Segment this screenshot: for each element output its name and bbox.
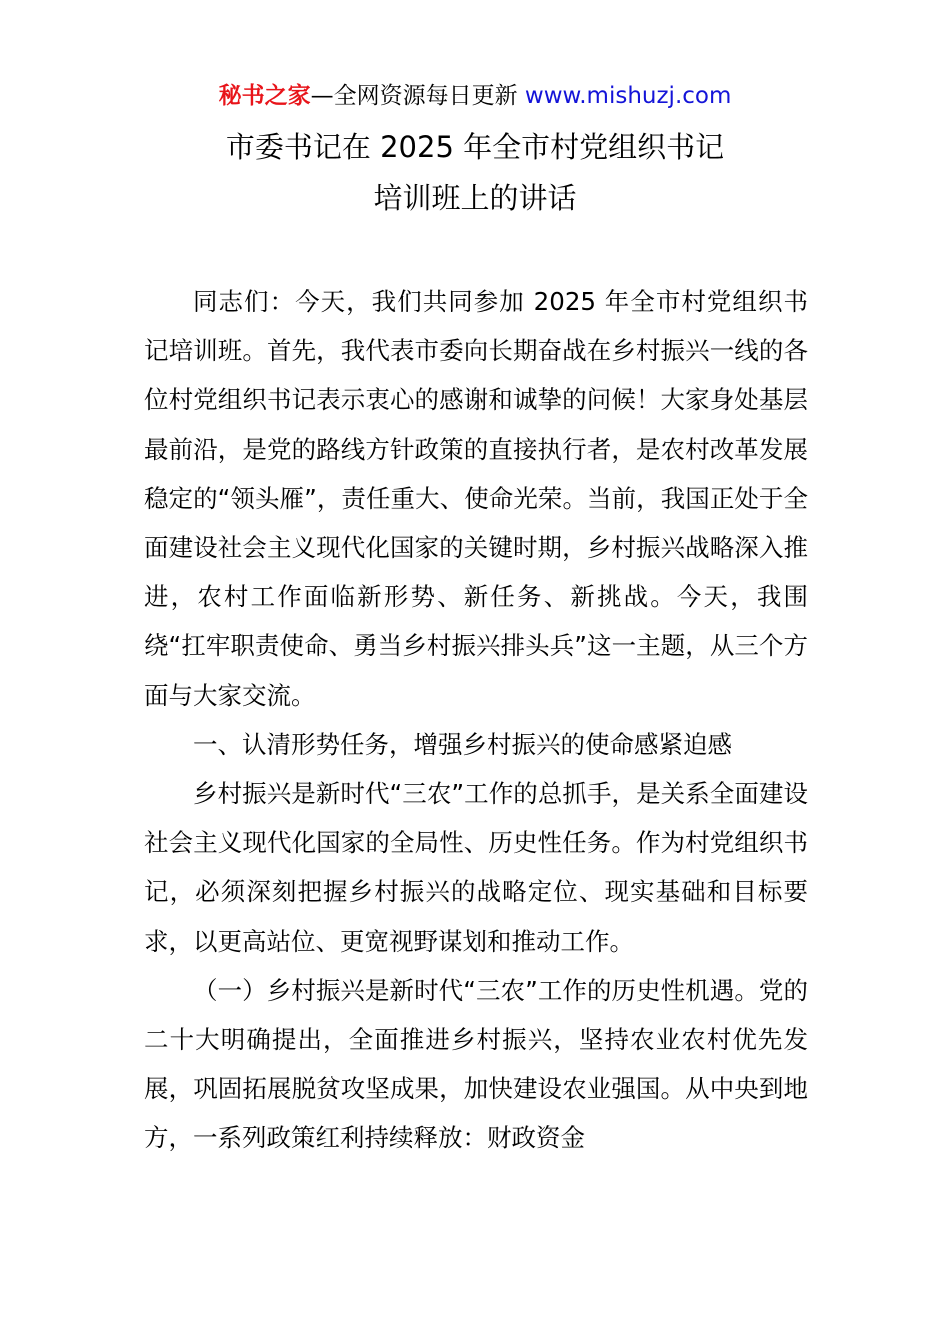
watermark-banner <box>0 80 950 112</box>
document-body <box>144 277 808 1163</box>
banner-tagline: —全网资源每日更新 <box>310 83 518 109</box>
document-title-line-2: 培训班上的讲话 <box>373 181 577 215</box>
paragraph-subsection-1: （一）乡村振兴是新时代“三农”工作的历史性机遇。党的二十大明确提出，全面推进乡村振兴，坚持农业农村优先发展，巩固拓展脱贫攻坚成果，加快建设农业强国。从中央到地方，一系列政策红利持续释放：财政资金 <box>144 975 808 1153</box>
document-title-line-1: 市委书记在 2025 年全市村党组织书记 <box>225 130 725 164</box>
banner-brand: 秘书之家 <box>218 83 311 109</box>
section-heading-1: 一、认清形势任务，增强乡村振兴的使命感紧迫感 <box>193 729 732 759</box>
paragraph-section-1-intro: 乡村振兴是新时代“三农”工作的总抓手，是关系全面建设社会主义现代化国家的全局性、历史性任务。作为村党组织书记，必须深刻把握乡村振兴的战略定位、现实基础和目标要求，以更高站位、更宽视野谋划和推动工作。 <box>144 779 808 956</box>
banner-site-link[interactable]: www.mishuzj.com <box>524 83 732 109</box>
paragraph-opening: 同志们：今天，我们共同参加 2025 年全市村党组织书记培训班。首先，我代表市委向长期奋战在乡村振兴一线的各位村党组织书记表示衷心的感谢和诚挚的问候！大家身处基层最前沿，是党的路线方针政策的直接执行者，是农村改革发展稳定的“领头雁”，责任重大、使命光荣。当前，我国正处于全面建设社会主义现代化国家的关键时期，乡村振兴战略深入推进，农村工作面临新形势、新任务、新挑战。今天，我围绕“扛牢职责使命、勇当乡村振兴排头兵”这一主题，从三个方面与大家交流。 <box>144 287 808 710</box>
